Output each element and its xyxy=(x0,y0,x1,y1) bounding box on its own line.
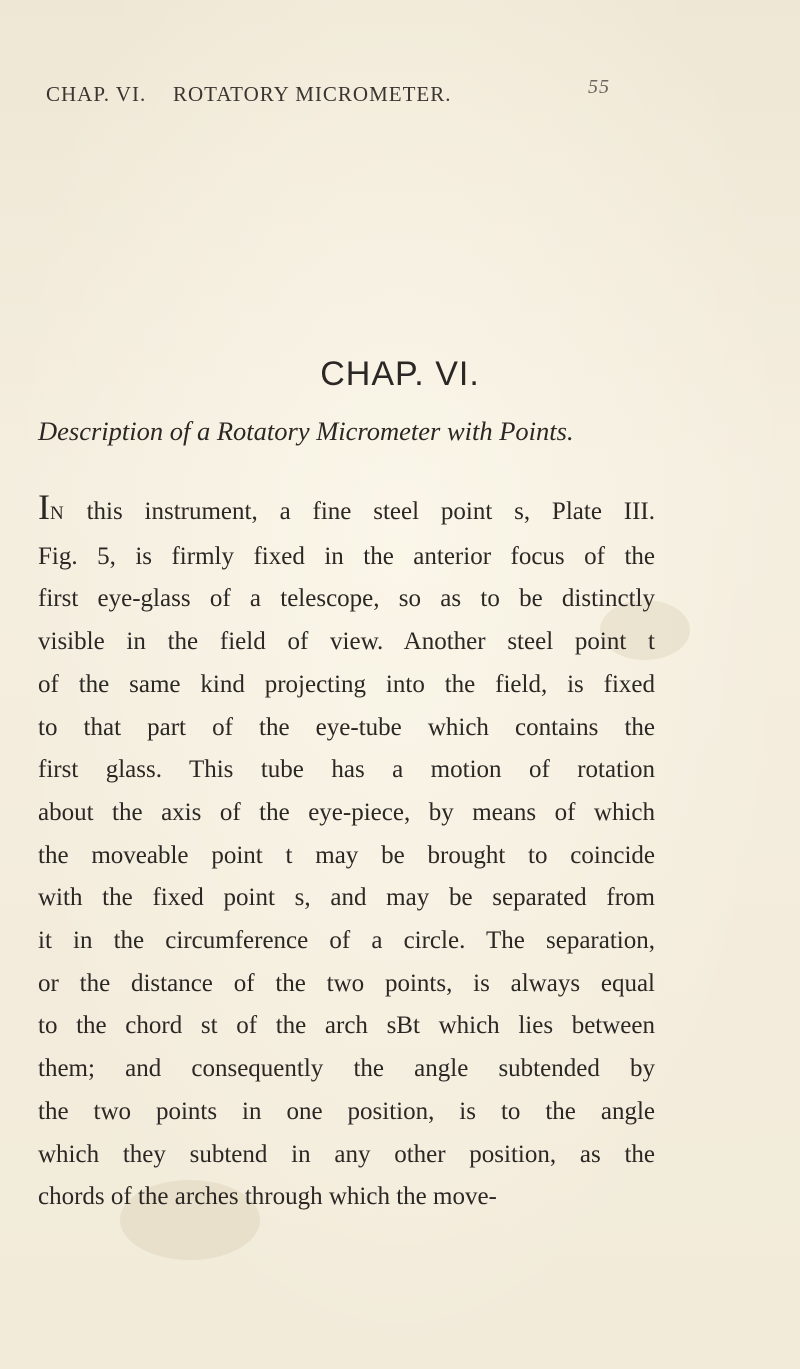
text-line: the two points in one position, is to the angle xyxy=(38,1097,655,1125)
text-line-content: this instrument, a fine steel point s, Plate III. xyxy=(64,498,655,525)
text-line: or the distance of the two points, is always equal xyxy=(38,969,655,997)
drop-cap: I xyxy=(38,487,50,527)
text-line: of the same kind projecting into the field, is fixed xyxy=(38,670,655,698)
text-line: first glass. This tube has a motion of rotation xyxy=(38,756,655,784)
chapter-subtitle: Description of a Rotatory Micrometer with Points. xyxy=(38,416,574,446)
running-head xyxy=(46,76,628,116)
text-line: them; and consequently the angle subtended by xyxy=(38,1055,655,1083)
text-line: about the axis of the eye-piece, by means of which xyxy=(38,798,655,826)
first-word-rest: N xyxy=(50,503,65,524)
page-number: 55 xyxy=(588,76,610,98)
text-line: chords of the arches through which the move- xyxy=(38,1183,497,1211)
text-line: Fig. 5, is firmly fixed in the anterior focus of the xyxy=(38,542,655,570)
chapter-title: CHAP. VI. xyxy=(320,355,480,393)
text-line: it in the circumference of a circle. The separation, xyxy=(38,927,655,955)
text-line: which they subtend in any other position, as the xyxy=(38,1140,655,1168)
running-head-title: ROTATORY MICROMETER. xyxy=(173,82,452,106)
text-line xyxy=(38,487,655,536)
body-paragraph xyxy=(38,487,738,1219)
text-line: first eye-glass of a telescope, so as to be distinctly xyxy=(38,585,655,613)
running-head-chapter: CHAP. VI. xyxy=(46,82,147,106)
text-line: with the fixed point s, and may be separated from xyxy=(38,884,655,912)
text-line: the moveable point t may be brought to coincide xyxy=(38,841,655,869)
text-line: to the chord st of the arch sBt which lies between xyxy=(38,1012,655,1040)
text-line: to that part of the eye-tube which contains the xyxy=(38,713,655,741)
text-line: visible in the field of view. Another steel point t xyxy=(38,628,655,656)
